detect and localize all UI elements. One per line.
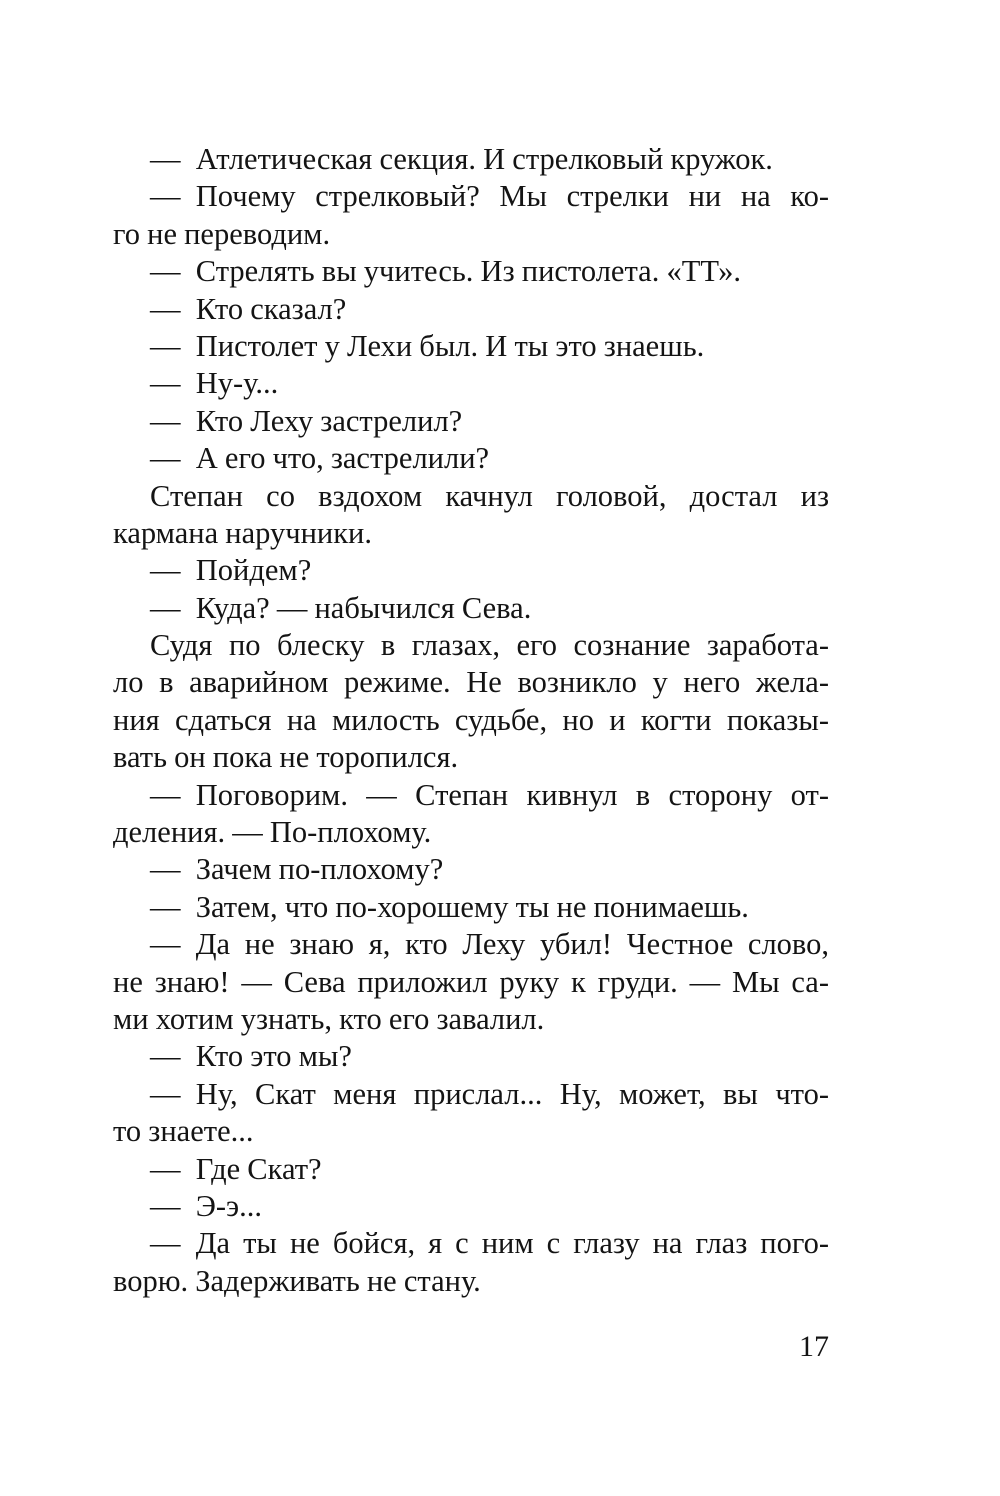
text-line: — Кто Леху застрелил? [150,403,463,438]
text-line: кармана наручники. [113,515,373,550]
text-line: — Затем, что по-хорошему ты не понимаешь. [150,889,749,924]
text-line: го не переводим. [113,216,331,251]
text-line: — Ну, Скат меня прислал... Ну, может, вы что- [150,1076,829,1111]
text-line: Степан со вздохом качнул головой, достал из [150,478,829,513]
text-line: то знаете... [113,1114,254,1149]
text-line: — Пистолет у Лехи был. И ты это знаешь. [150,328,705,363]
text-line: деления. — По-плохому. [113,815,432,850]
text-line: — А его что, застрелили? [150,441,490,476]
text-line: — Стрелять вы учитесь. Из пистолета. «ТТ». [150,254,742,289]
text-line: — Почему стрелковый? Мы стрелки ни на ко- [150,179,829,214]
page-text [113,141,829,1300]
text-line: ми хотим узнать, кто его завалил. [113,1001,545,1036]
text-line: не знаю! — Сева приложил руку к груди. — Мы са- [113,964,829,999]
text-line: вать он пока не торопился. [113,740,459,775]
text-line: — Да не знаю я, кто Леху убил! Честное слово, [150,927,829,962]
text-line: — Э-э... [150,1188,263,1223]
text-line: Судя по блеску в глазах, его сознание заработа- [150,628,829,663]
text-line: — Пойдем? [150,553,312,588]
text-line: ворю. Задерживать не стану. [113,1263,481,1298]
text-line: — Атлетическая секция. И стрелковый кружок. [150,142,773,176]
page-number: 17 [799,1330,829,1363]
text-line: ния сдаться на милость судьбе, но и когти показы- [113,702,829,737]
text-line: — Зачем по-плохому? [150,852,444,887]
text-line: — Куда? — набычился Сева. [150,590,532,625]
text-line: — Ну-у... [150,366,279,401]
text-line: — Да ты не бойся, я с ним с глазу на глаз пого- [150,1226,829,1261]
text-line: ло в аварийном режиме. Не возникло у него жела- [113,665,829,700]
text-line: — Где Скат? [150,1151,322,1186]
text-line: — Поговорим. — Степан кивнул в сторону от- [150,777,829,812]
text-line: — Кто это мы? [150,1039,352,1074]
text-line: — Кто сказал? [150,291,347,326]
